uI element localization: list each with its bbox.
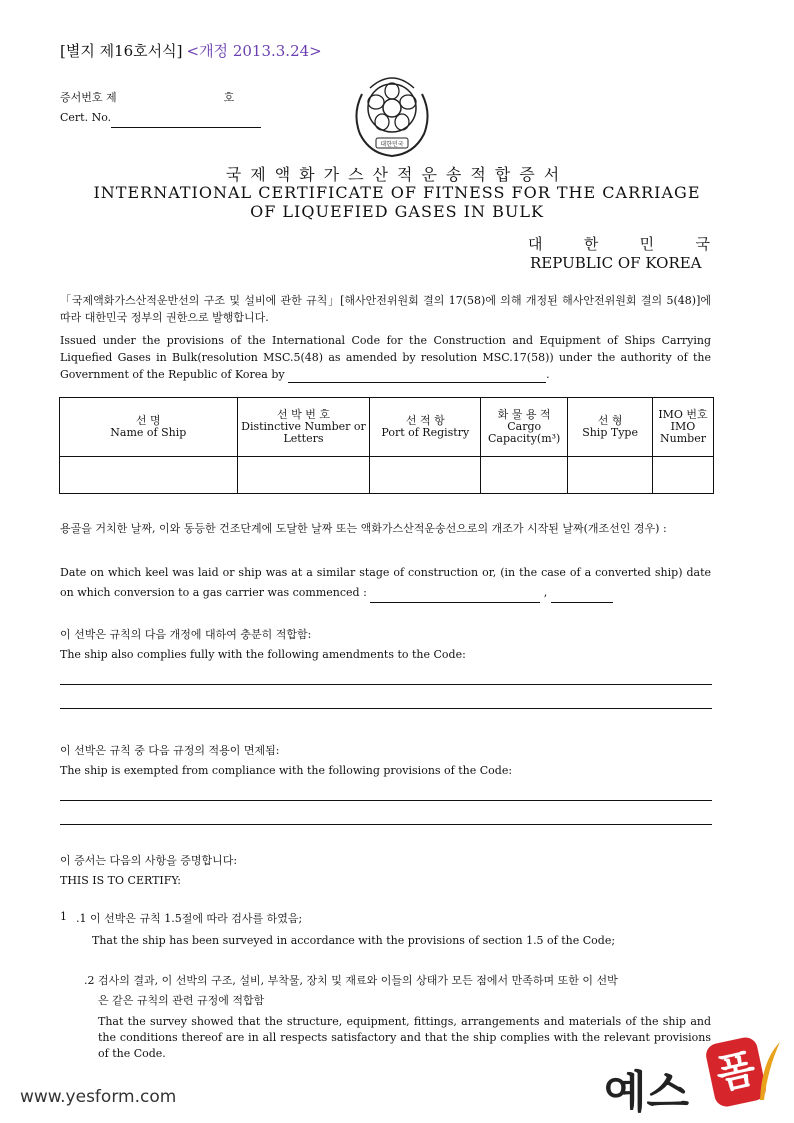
distinctive-number-cell[interactable] bbox=[237, 457, 370, 494]
table-header-row bbox=[60, 398, 714, 457]
country-char: 국 bbox=[695, 235, 710, 253]
imo-number-cell[interactable] bbox=[653, 457, 714, 494]
country-english: REPUBLIC OF KOREA bbox=[530, 254, 702, 272]
country-char: 한 bbox=[583, 235, 599, 253]
footer-url: www.yesform.com bbox=[20, 1087, 177, 1107]
feather-pen-icon bbox=[754, 1040, 784, 1110]
table-row bbox=[60, 457, 714, 494]
form-number bbox=[60, 40, 322, 61]
header-port-of-registry: 선 적 항 Port of Registry bbox=[370, 398, 481, 457]
national-seal-emblem bbox=[344, 64, 440, 160]
issued-korean: 「국제액화가스산적운반선의 구조 및 설비에 관한 규칙」[해사안전위원회 결의 17(58)에 의해 개정된 해사안전위원회 결의 5(48)]에 따라 대한민국 정부의 권한으로 발행합니다. bbox=[60, 294, 711, 324]
title-english bbox=[0, 183, 794, 221]
brand-logo bbox=[604, 1040, 784, 1118]
item-number: 1 bbox=[60, 910, 67, 923]
seal-text: 대한민국 bbox=[380, 141, 404, 148]
cert-no-field[interactable] bbox=[111, 113, 261, 128]
issuing-authority-field[interactable] bbox=[288, 370, 546, 383]
header-distinctive-number: 선 박 번 호 Distinctive Number or Letters bbox=[237, 398, 370, 457]
amendments-korean: 이 선박은 규칙의 다음 개정에 대하여 충분히 적합함: bbox=[60, 628, 312, 641]
issued-english: Issued under the provisions of the International Code for the Construction and Equipment of Ships Carrying Liquefied Gases in Bulk(resolution MSC.5(48) as amended by resolution MSC.17(58)) under the authority of the Government of the Republic of Korea by bbox=[60, 334, 711, 381]
keel-date-korean: 용골을 거치한 날짜, 이와 동등한 건조단계에 도달한 날짜 또는 액화가스산적운송선으로의 개조가 시작된 날짜(개조선인 경우) : bbox=[60, 522, 667, 535]
cert-no-ko-label: 증서번호 제 bbox=[60, 91, 117, 104]
cert-number-block bbox=[60, 88, 261, 128]
keel-date-english-block: Date on which keel was laid or ship was at a similar stage of construction or, (in the case of a converted ship) date on which conversion to a gas carrier was commenced : , bbox=[60, 563, 711, 603]
amendments-line[interactable] bbox=[60, 684, 712, 685]
cert-no-ho-label: 호 bbox=[223, 91, 235, 104]
exempted-english: The ship is exempted from compliance with the following provisions of the Code: bbox=[60, 764, 513, 777]
brand-logo-badge: 폼 bbox=[704, 1035, 768, 1108]
header-imo-number: IMO 번호 IMO Number bbox=[653, 398, 714, 457]
form-number-label: [별지 제16호서식] bbox=[60, 42, 183, 60]
keel-date-year-field[interactable] bbox=[551, 590, 613, 603]
item2-english: That the survey showed that the structure, equipment, fittings, arrangements and materials of the ship and the conditions thereof are in all respects satisfactory and that the ship complies with the relevant provisions of the Code. bbox=[98, 1015, 711, 1060]
country-char: 대 bbox=[528, 235, 543, 253]
exempted-line[interactable] bbox=[60, 800, 712, 801]
issued-english-block: Issued under the provisions of the International Code for the Construction and Equipment of Ships Carrying Liquefied Gases in Bulk(resolution MSC.5(48) as amended by resolution MSC.17(58)) under the authority of the Government of the Republic of Korea by . bbox=[60, 334, 711, 381]
brand-logo-text: 예스 bbox=[604, 1067, 690, 1118]
title-english-line1: INTERNATIONAL CERTIFICATE OF FITNESS FOR THE CARRIAGE bbox=[93, 183, 701, 202]
item1-korean: .1 이 선박은 규칙 1.5절에 따라 검사를 하였음; bbox=[76, 912, 303, 925]
port-of-registry-cell[interactable] bbox=[370, 457, 481, 494]
exempted-korean: 이 선박은 규칙 중 다음 규정의 적용이 면제됨: bbox=[60, 744, 280, 757]
ship-type-cell[interactable] bbox=[568, 457, 653, 494]
amendments-english: The ship also complies fully with the following amendments to the Code: bbox=[60, 648, 466, 661]
item2-korean-a: .2 검사의 결과, 이 선박의 구조, 설비, 부착물, 장치 및 재료와 이들의 상태가 모든 점에서 만족하며 또한 이 선박 bbox=[84, 974, 618, 987]
header-ship-name: 선 명 Name of Ship bbox=[60, 398, 238, 457]
keel-date-field[interactable] bbox=[370, 590, 540, 603]
country-korean bbox=[528, 233, 710, 254]
country-char: 민 bbox=[639, 235, 655, 253]
exempted-line[interactable] bbox=[60, 824, 712, 825]
ship-name-cell[interactable] bbox=[60, 457, 238, 494]
ship-particulars-table bbox=[59, 397, 714, 494]
certify-korean: 이 증서는 다음의 사항을 증명합니다: bbox=[60, 854, 238, 867]
cert-no-en-label: Cert. No. bbox=[60, 111, 112, 124]
amendments-line[interactable] bbox=[60, 708, 712, 709]
revision-date: <개정 2013.3.24> bbox=[186, 42, 322, 60]
title-korean: 국제액화가스산적운송적합증서 bbox=[225, 165, 569, 184]
title-english-line2: OF LIQUEFIED GASES IN BULK bbox=[250, 202, 544, 221]
item1-english: That the ship has been surveyed in accordance with the provisions of section 1.5 of the Code; bbox=[92, 934, 616, 947]
header-cargo-capacity: 화 물 용 적 Cargo Capacity(m³) bbox=[481, 398, 568, 457]
cargo-capacity-cell[interactable] bbox=[481, 457, 568, 494]
header-ship-type: 선 형 Ship Type bbox=[568, 398, 653, 457]
certify-english: THIS IS TO CERTIFY: bbox=[60, 874, 181, 887]
keel-date-english: Date on which keel was laid or ship was at a similar stage of construction or, (in the case of a converted ship) date on which conversion to a gas carrier was commenced : bbox=[60, 566, 711, 599]
item2-korean-b: 은 같은 규칙의 관련 규정에 적합함 bbox=[98, 994, 265, 1007]
